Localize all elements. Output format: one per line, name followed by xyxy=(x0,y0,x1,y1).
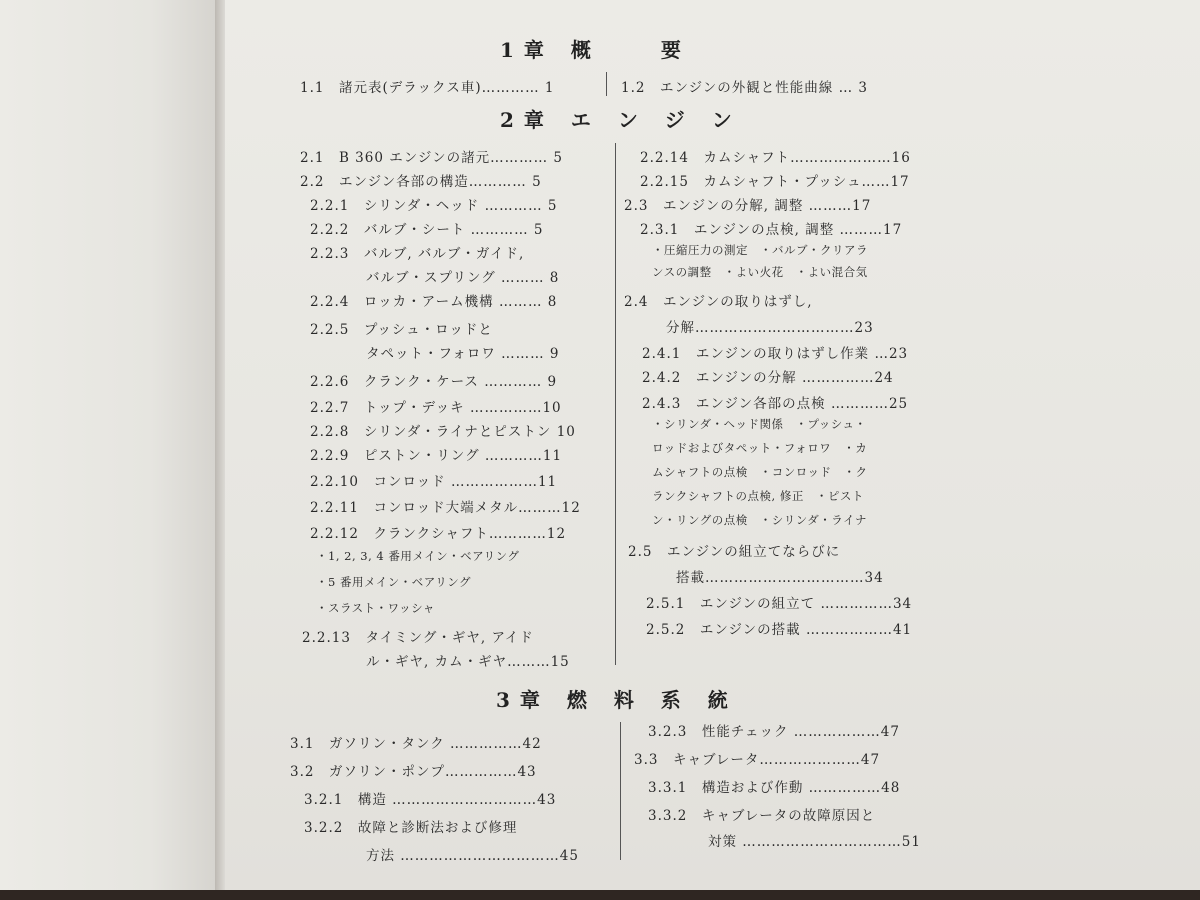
toc-subentry: ・スラスト・ワッシャ xyxy=(316,601,435,615)
toc-entry: 分解……………………………23 xyxy=(666,320,874,336)
toc-entry: 2.2.4 ロッカ・アーム機構 ……… 8 xyxy=(310,294,558,310)
toc-entry: 対策 ……………………………51 xyxy=(708,834,921,850)
toc-entry: 2.4 エンジンの取りはずし, xyxy=(624,294,813,310)
toc-entry: タペット・フォロワ ……… 9 xyxy=(366,346,560,362)
toc-entry: 2.3 エンジンの分解, 調整 ………17 xyxy=(624,198,872,214)
toc-entry: 1.2 エンジンの外観と性能曲線 … 3 xyxy=(621,80,868,96)
toc-entry: 2.4.3 エンジン各部の点検 …………25 xyxy=(642,396,909,412)
toc-entry: 3.2 ガソリン・ポンプ……………43 xyxy=(290,764,537,780)
toc-entry: 2.2.3 バルブ, バルブ・ガイド, xyxy=(310,246,525,262)
toc-entry: 2.2.7 トップ・デッキ ……………10 xyxy=(310,400,562,416)
toc-entry: 2.2.12 クランクシャフト…………12 xyxy=(310,526,567,542)
toc-entry: 2.2.9 ピストン・リング …………11 xyxy=(310,448,563,464)
toc-entry: 2.2.11 コンロッド大端メタル………12 xyxy=(310,500,581,516)
toc-subentry: ムシャフトの点検 ・コンロッド ・ク xyxy=(652,465,868,479)
column-divider xyxy=(606,72,607,96)
toc-subentry: ランクシャフトの点検, 修正 ・ピスト xyxy=(652,489,864,503)
toc-entry: 2.5.1 エンジンの組立て ……………34 xyxy=(646,596,913,612)
toc-entry: 3.3 キャブレータ…………………47 xyxy=(634,752,881,768)
toc-entry: 2.2.13 タイミング・ギヤ, アイド xyxy=(302,630,534,646)
chapter-1-title: 1章 概 要 xyxy=(500,38,691,62)
toc-entry: 2.2.14 カムシャフト…………………16 xyxy=(640,150,911,166)
toc-entry: 3.3.1 構造および作動 ……………48 xyxy=(648,780,901,796)
toc-entry: 2.2.5 プッシュ・ロッドと xyxy=(310,322,493,338)
column-divider xyxy=(615,143,616,665)
toc-entry: 3.2.2 故障と診断法および修理 xyxy=(304,820,518,836)
toc-entry: 2.1 B 360 エンジンの諸元………… 5 xyxy=(300,150,563,166)
toc-subentry: ・5 番用メイン・ベアリング xyxy=(316,575,472,589)
toc-entry: 2.4.2 エンジンの分解 ……………24 xyxy=(642,370,894,386)
toc-entry: 1.1 諸元表(デラックス車)………… 1 xyxy=(300,80,555,96)
toc-entry: 2.2.15 カムシャフト・プッシュ……17 xyxy=(640,174,910,190)
toc-entry: 搭載……………………………34 xyxy=(676,570,884,586)
toc-entry: 2.4.1 エンジンの取りはずし作業 …23 xyxy=(642,346,909,362)
toc-entry: 2.2.1 シリンダ・ヘッド ………… 5 xyxy=(310,198,558,214)
toc-entry: 3.1 ガソリン・タンク ……………42 xyxy=(290,736,542,752)
toc-subentry: ・1, 2, 3, 4 番用メイン・ベアリング xyxy=(316,549,520,563)
toc-entry: 3.2.3 性能チェック ………………47 xyxy=(648,724,900,740)
toc-entry: 2.5.2 エンジンの搭載 ………………41 xyxy=(646,622,913,638)
toc-entry: 3.2.1 構造 …………………………43 xyxy=(304,792,557,808)
toc-entry: 2.5 エンジンの組立てならびに xyxy=(628,544,841,560)
blank-left-page xyxy=(0,0,215,900)
toc-entry: ル・ギヤ, カム・ギヤ………15 xyxy=(366,654,570,670)
toc-subentry: ・シリンダ・ヘッド関係 ・プッシュ・ xyxy=(652,417,867,431)
book-gutter xyxy=(215,0,225,900)
toc-subentry: ・圧縮圧力の測定 ・バルブ・クリアラ xyxy=(652,243,868,257)
toc-entry: バルブ・スプリング ……… 8 xyxy=(366,270,560,286)
bottom-edge xyxy=(0,890,1200,900)
toc-entry: 3.3.2 キャブレータの故障原因と xyxy=(648,808,876,824)
toc-entry: 2.2 エンジン各部の構造………… 5 xyxy=(300,174,542,190)
toc-entry: 2.2.6 クランク・ケース ………… 9 xyxy=(310,374,558,390)
toc-subentry: ン・リングの点検 ・シリンダ・ライナ xyxy=(652,513,867,527)
chapter-2-title: 2章 エ ン ジ ン xyxy=(500,108,742,132)
toc-subentry: ロッドおよびタペット・フォロワ ・カ xyxy=(652,441,868,455)
toc-entry: 2.2.2 バルブ・シート ………… 5 xyxy=(310,222,544,238)
toc-entry: 2.3.1 エンジンの点検, 調整 ………17 xyxy=(640,222,903,238)
toc-subentry: ンスの調整 ・よい火花 ・よい混合気 xyxy=(652,265,868,279)
column-divider xyxy=(620,722,621,860)
toc-entry: 2.2.10 コンロッド ………………11 xyxy=(310,474,558,490)
chapter-3-title: 3章 燃 料 系 統 xyxy=(496,688,738,712)
toc-entry: 方法 ……………………………45 xyxy=(366,848,579,864)
toc-entry: 2.2.8 シリンダ・ライナとピストン 10 xyxy=(310,424,576,440)
